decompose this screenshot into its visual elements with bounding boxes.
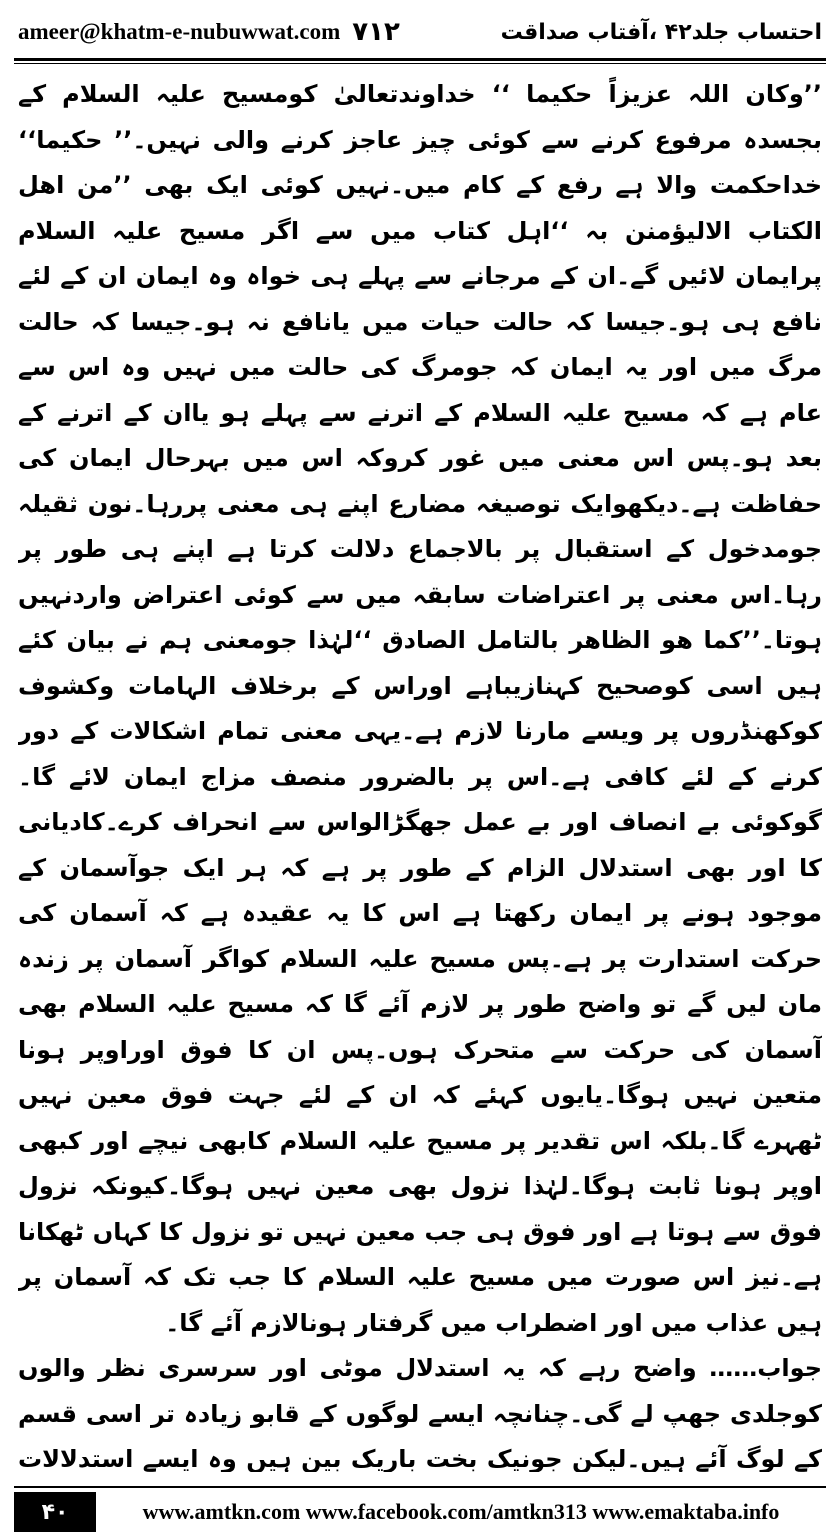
footer-page-number: ۴۰ <box>14 1492 96 1532</box>
page-body <box>18 72 822 1472</box>
header-divider-thin <box>14 63 826 64</box>
header-left <box>18 17 400 47</box>
footer-urls: www.amtkn.com www.facebook.com/amtkn313 www.emaktaba.info <box>142 1499 780 1524</box>
body-paragraph-2: جواب…… واضح رہے کہ یہ استدلال موٹی اور سرسری نظر والوں کوجلدی جھپ لے گی۔چنانچہ ایسے لوگوں کے قابو زیادہ تر اسی قسم کے لوگ آئے ہیں۔لیکن جونیک بخت باریک بین ہیں وہ ایسے استدلالات <box>18 1354 822 1472</box>
footer-divider <box>14 1486 826 1488</box>
header-page-number: ۷۱۲ <box>352 17 400 47</box>
page-header <box>18 10 822 54</box>
header-email: ameer@khatm-e-nubuwwat.com <box>18 19 341 44</box>
header-book-title: احتساب جلد۴۲ ،آفتاب صداقت <box>500 19 822 45</box>
page-footer <box>14 1492 826 1532</box>
header-divider <box>14 58 826 61</box>
body-paragraph-1: ’’وکان اللہ عزیزاً حکیما ‘‘ خداوندتعالیٰ کومسیح علیہ السلام کے بجسدہ مرفوع کرنے سے کوئی چیز عاجز کرنے والی نہیں۔’’ حکیما‘‘ خداحکمت والا ہے رفع کے کام میں۔نہیں کوئی ایک بھی ’’من اھل الکتاب الالیؤمنن بہ ‘‘اہل کتاب میں سے اگر مسیح علیہ السلام پرایمان لائیں گے۔ان کے مرجانے سے پہلے ہی خواہ وہ ایمان ان کے لئے نافع ہی ہو۔جیسا کہ حالت حیات میں یانافع نہ ہو۔جیسا کہ حالت مرگ میں اور یہ ایمان کہ جومرگ کی حالت میں نہیں وہ اس سے عام ہے کہ مسیح علیہ السلام کے اترنے سے پہلے ہو یاان کے اترنے کے بعد ہو۔پس اس معنی میں غور کروکہ اس میں بہرحال ایمان کی حفاظت ہے۔دیکھوایک توصیغہ مضارع اپنے ہی معنی پررہا۔نون ثقیلہ جومدخول کے استقبال پر بالاجماع دلالت کرتا ہے اپنے ہی طور پر رہا۔اس معنی پر اعتراضات سابقہ میں سے کوئی اعتراض واردنہیں ہوتا۔’’کما ھو الظاھر بالتامل الصادق ‘‘لہٰذا جومعنی ہم نے بیان کئے ہیں اسی کوصحیح کہنازیباہے اوراس کے برخلاف الہامات وکشوف کوکھنڈروں پر ویسے مارنا لازم ہے۔یہی معنی تمام اشکالات کے دور کرنے کے لئے کافی ہے۔اس پر بالضرور منصف مزاج ایمان لائے گا۔گوکوئی بے انصاف اور بے عمل جھگڑالواس سے انحراف کرے۔کادیانی کا اور بھی استدلال الزام کے طور پر ہے کہ ہر ایک جوآسمان کے موجود ہونے پر ایمان رکھتا ہے اس کا یہ عقیدہ ہے کہ آسمان کی حرکت استدارت پر ہے۔پس مسیح علیہ السلام کواگر آسمان پر زندہ مان لیں گے تو واضح طور پر لازم آئے گا کہ مسیح علیہ السلام بھی آسمان کی حرکت سے متحرک ہوں۔پس ان کا فوق اوراوپر ہونا متعین نہیں ہوگا۔یایوں کہئے کہ ان کے لئے جہت فوق معین نہیں ٹھہرے گا۔بلکہ اس تقدیر پر مسیح علیہ السلام کابھی نیچے اور کبھی اوپر ہونا ثابت ہوگا۔لہٰذا نزول بھی معین نہیں ہوگا۔کیونکہ نزول فوق سے ہوتا ہے اور فوق ہی جب معین نہیں تو نزول کا کہاں ٹھکانا ہے۔نیز اس صورت میں مسیح علیہ السلام کا جب تک کہ آسمان پر ہیں عذاب میں اور اضطراب میں گرفتار ہونالازم آئے گا۔ <box>18 80 822 1337</box>
